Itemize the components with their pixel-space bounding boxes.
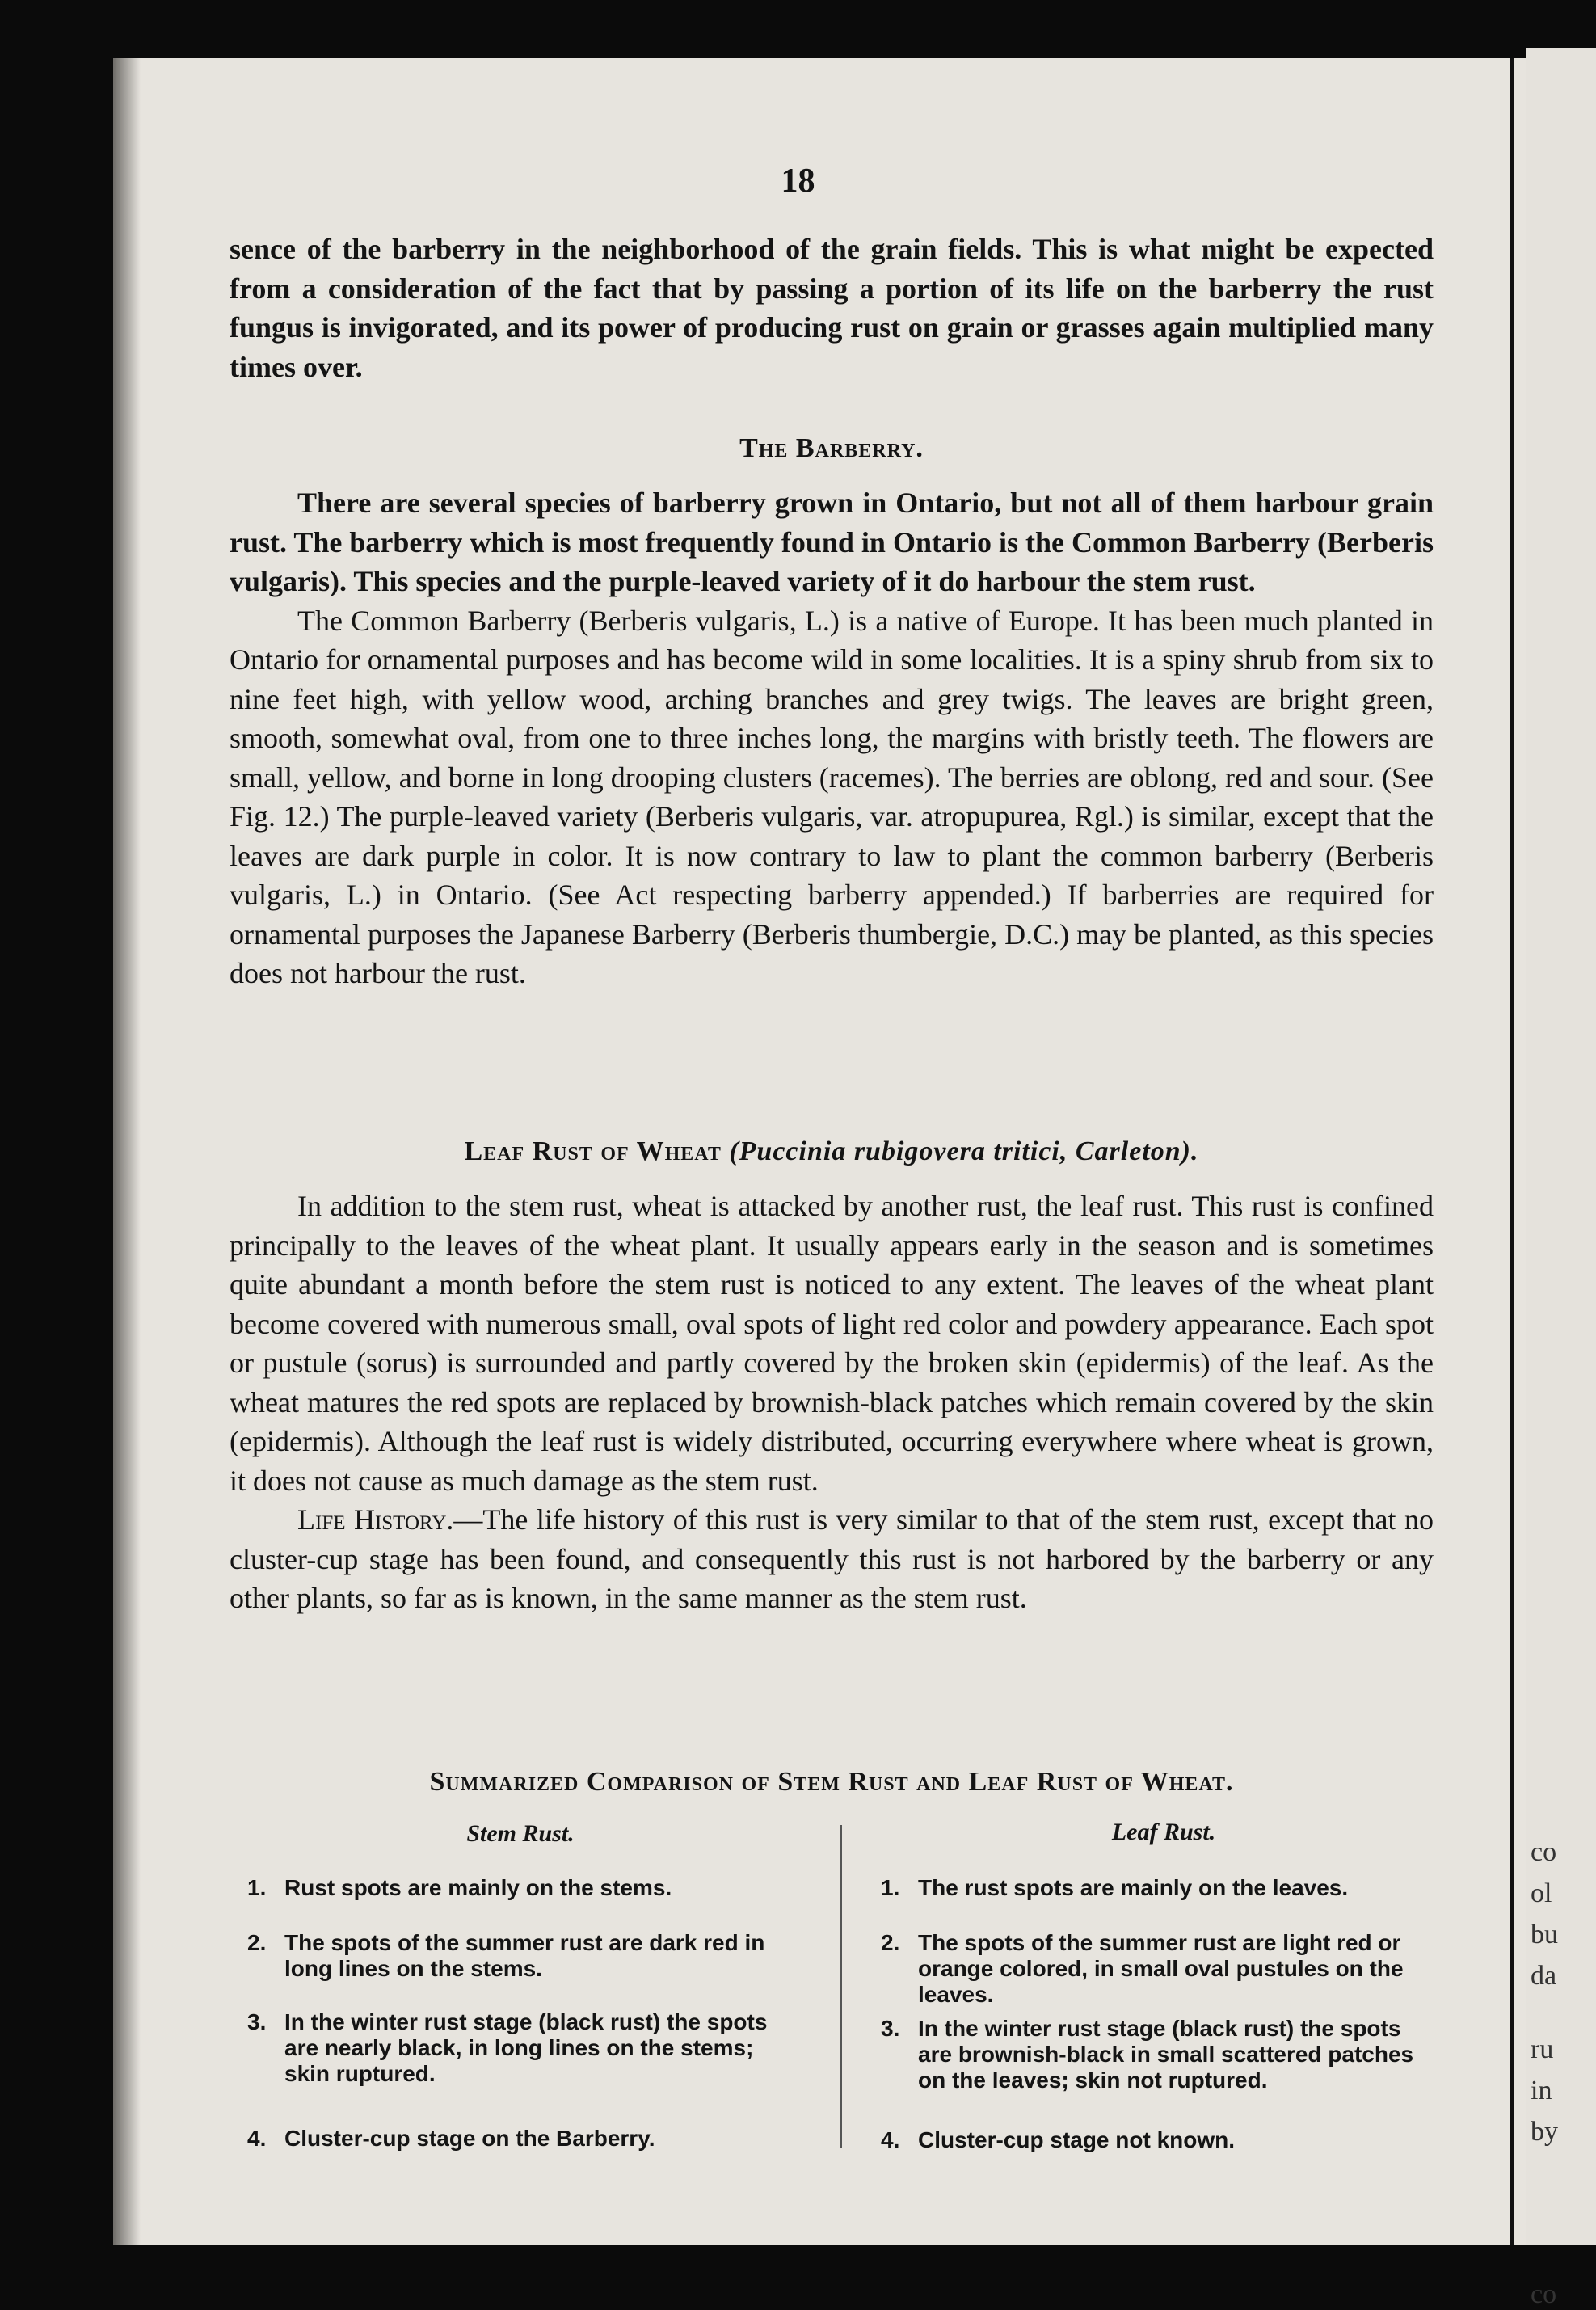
adjacent-text-fragment: da <box>1531 1961 1557 1991</box>
barberry-paragraph-1: There are several species of barberry grown in Ontario, but not all of them harbour grain rust. The barberry which is most frequently found in Ontario is the Common Barberry (Berberis vulgaris). This species and the purple-leaved variety of it do harbour the stem rust. <box>230 487 1434 597</box>
gutter-shadow <box>113 58 141 2245</box>
adjacent-text-fragment: by <box>1531 2117 1558 2147</box>
adjacent-text-fragment: co <box>1531 1837 1557 1867</box>
summary-heading: Summarized Comparison of Stem Rust and Leaf Rust of Wheat. <box>429 1767 1234 1797</box>
leaf-rust-paragraph: In addition to the stem rust, wheat is attacked by another rust, the leaf rust. This rust is confined principally to the leaves of the wheat plant. It usually appears early in the season and is sometimes quite abundant a month before the stem rust is noticed to any extent. The leaves of the wheat plant become covered with numerous small, oval spots of light red color and powdery appearance. Each spot or pustule (sorus) is surrounded and partly covered by the broken skin (epidermis) of the leaf. As the wheat matures the red spots are replaced by brownish-black patches which remain covered by the skin (epidermis). Although the leaf rust is widely distributed, occurring everywhere where wheat is grown, it does not cause as much damage as the stem rust. <box>230 1190 1434 1497</box>
item-number: 2. <box>881 1930 900 1955</box>
item-text: The spots of the summer rust are light red or orange colored, in small oval pustules on the leaves. <box>918 1930 1404 2007</box>
comparison-column-divider <box>840 1825 842 2148</box>
item-number: 3. <box>881 2016 900 2041</box>
item-number: 4. <box>881 2127 900 2152</box>
leaf-rust-section <box>230 1187 1434 1618</box>
adjacent-text-column <box>1531 1832 1558 2152</box>
leaf-rust-column-title: Leaf Rust. <box>1111 1819 1216 1845</box>
adjacent-text-fragment: in <box>1531 2076 1552 2106</box>
stem-rust-column-title: Stem Rust. <box>466 1820 575 1847</box>
stem-rust-item <box>247 2009 797 2087</box>
barberry-section <box>230 483 1434 993</box>
intro-paragraph-block <box>230 230 1434 386</box>
item-text: Cluster-cup stage on the Barberry. <box>284 2126 655 2151</box>
item-text: Cluster-cup stage not known. <box>918 2127 1236 2152</box>
barberry-heading: The Barberry. <box>739 433 924 463</box>
item-number: 1. <box>247 1875 267 1900</box>
item-number: 3. <box>247 2009 267 2034</box>
life-history-label: Life History. <box>297 1503 454 1536</box>
leaf-rust-item <box>881 2127 1438 2153</box>
leaf-rust-heading <box>230 1136 1434 1167</box>
stem-rust-item <box>247 2126 797 2152</box>
item-number: 2. <box>247 1930 267 1955</box>
item-number: 1. <box>881 1875 900 1900</box>
adjacent-text-fragment: bu <box>1531 1920 1558 1950</box>
item-text: The rust spots are mainly on the leaves. <box>918 1875 1349 1900</box>
adjacent-text-fragment: ru <box>1531 2034 1554 2064</box>
item-text: In the winter rust stage (black rust) the spots are nearly black, in long lines on the stems; skin ruptured. <box>284 2009 768 2086</box>
item-text: Rust spots are mainly on the stems. <box>284 1875 672 1900</box>
adjacent-text-fragment: co <box>1531 2279 1557 2309</box>
stem-rust-item <box>247 1930 797 1982</box>
leaf-rust-item <box>881 1875 1438 1901</box>
stem-rust-item <box>247 1875 797 1901</box>
leaf-rust-item <box>881 1930 1438 2008</box>
intro-paragraph: sence of the barberry in the neighborhood of the grain fields. This is what might be expected from a consideration of the fact that by passing a portion of its life on the barberry the rust fungus is invigorated, and its power of producing rust on grain or grasses again multiplied many times over. <box>230 233 1434 383</box>
item-text: In the winter rust stage (black rust) the spots are brownish-black in small scattered patches on the leaves; skin not ruptured. <box>918 2016 1414 2093</box>
leaf-rust-heading-title: Leaf Rust of Wheat <box>464 1136 722 1166</box>
life-history-paragraph <box>230 1500 1434 1618</box>
item-number: 4. <box>247 2126 267 2151</box>
page-number: 18 <box>781 162 815 200</box>
adjacent-text-fragment: ol <box>1531 1878 1552 1908</box>
barberry-paragraph-2: The Common Barberry (Berberis vulgaris, L.) is a native of Europe. It has been much planted in Ontario for ornamental purposes and has become wild in some localities. It is a spiny shrub from six to nine feet high, with yellow wood, arching branches and grey twigs. The leaves are bright green, smooth, somewhat oval, from one to three inches long, the margins with bristly teeth. The flowers are small, yellow, and borne in long drooping clusters (racemes). The berries are oblong, red and sour. (See Fig. 12.) The purple-leaved variety (Berberis vulgaris, var. atropupurea, Rgl.) is similar, except that the leaves are dark purple in color. It is now contrary to law to plant the common barberry (Berberis vulgaris, L.) in Ontario. (See Act respecting barberry appended.) If barberries are required for ornamental purposes the Japanese Barberry (Berberis thumbergie, D.C.) may be planted, as this species does not harbour the rust. <box>230 604 1434 989</box>
life-history-text: —The life history of this rust is very similar to that of the stem rust, except that no cluster-cup stage has been found, and consequently this rust is not harbored by the barberry or any other plants, so far as is known, in the same manner as the stem rust. <box>230 1503 1434 1614</box>
page-edge-divider <box>1510 58 1514 2245</box>
leaf-rust-heading-latin: (Puccinia rubigovera tritici, Carleton). <box>729 1136 1199 1166</box>
item-text: The spots of the summer rust are dark red in long lines on the stems. <box>284 1930 765 1981</box>
leaf-rust-item <box>881 2016 1438 2093</box>
